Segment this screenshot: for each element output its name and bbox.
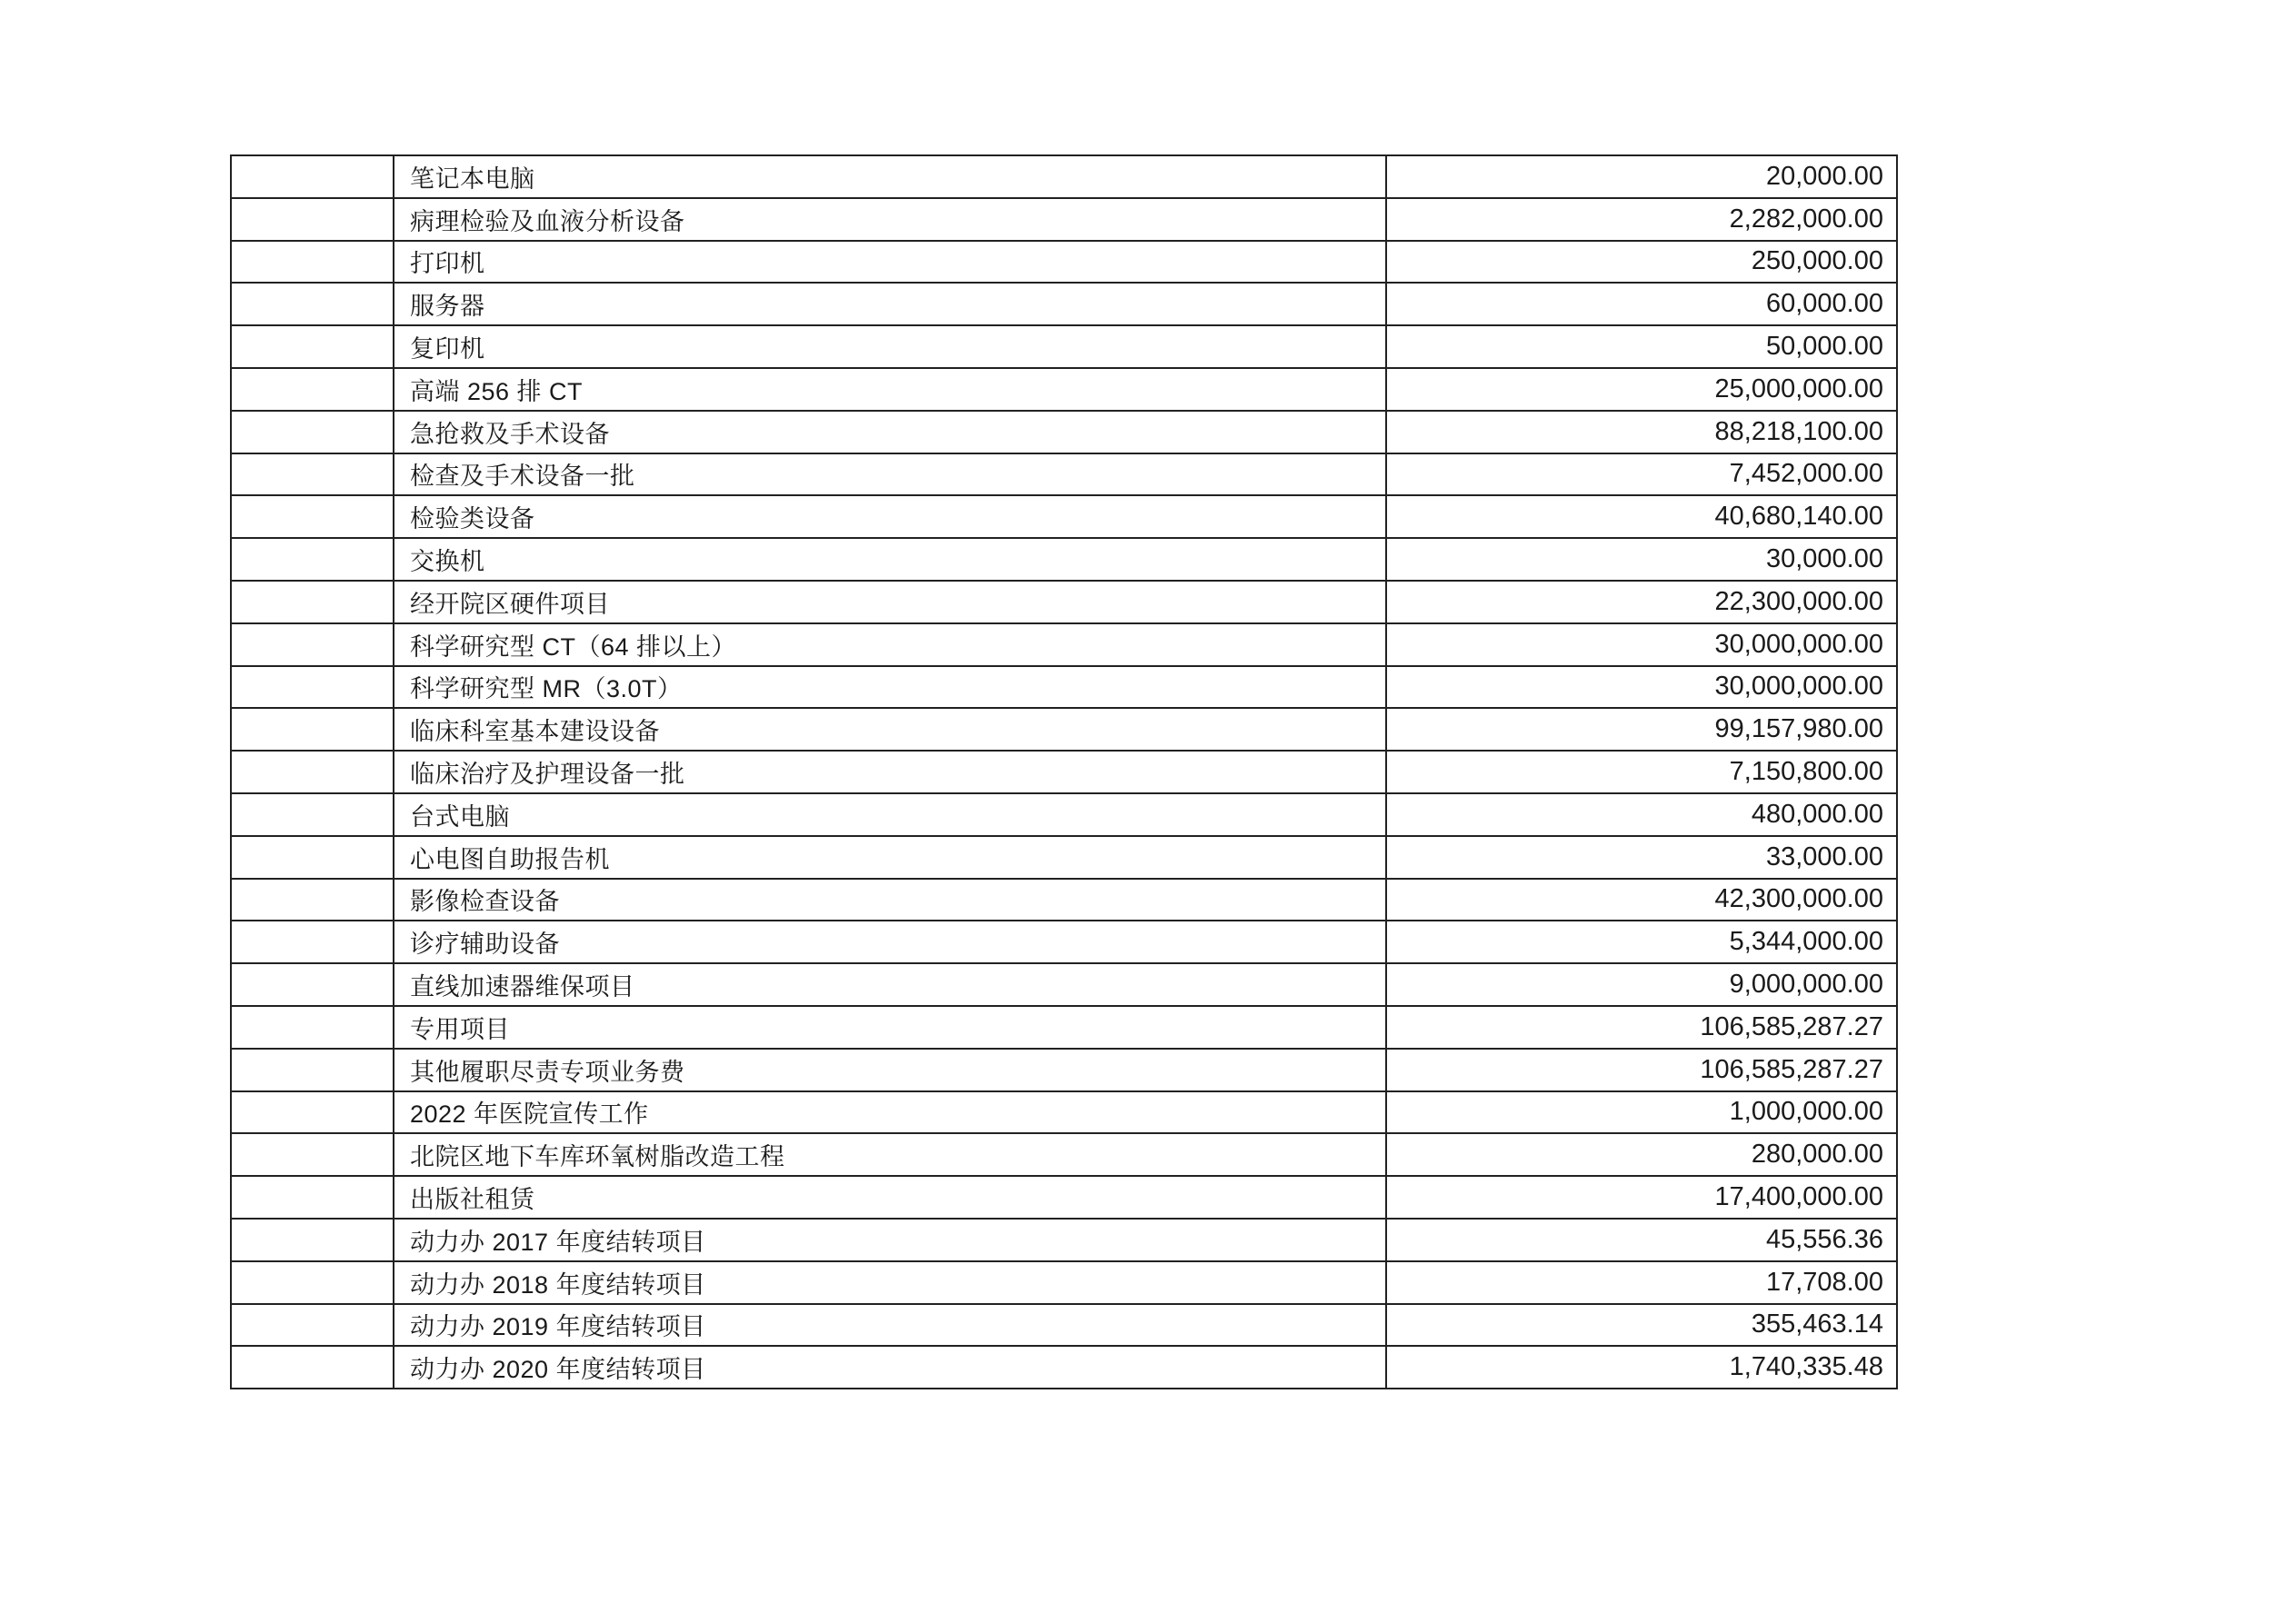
row-blank-cell (231, 666, 394, 709)
row-item-name: 检验类设备 (394, 495, 1386, 538)
row-item-amount: 17,708.00 (1386, 1261, 1897, 1304)
row-item-amount: 30,000,000.00 (1386, 623, 1897, 666)
row-item-amount: 25,000,000.00 (1386, 368, 1897, 411)
row-item-amount: 50,000.00 (1386, 325, 1897, 368)
row-blank-cell (231, 1346, 394, 1389)
row-item-amount: 7,150,800.00 (1386, 751, 1897, 793)
row-item-name: 动力办 2020 年度结转项目 (394, 1346, 1386, 1389)
row-item-name: 检查及手术设备一批 (394, 453, 1386, 496)
row-item-name: 北院区地下车库环氧树脂改造工程 (394, 1133, 1386, 1176)
row-blank-cell (231, 879, 394, 921)
row-blank-cell (231, 1176, 394, 1219)
row-item-name: 科学研究型 MR（3.0T） (394, 666, 1386, 709)
table-row (231, 538, 1897, 581)
row-blank-cell (231, 581, 394, 623)
row-item-name: 心电图自助报告机 (394, 836, 1386, 879)
budget-items-table-body (231, 155, 1897, 1389)
row-blank-cell (231, 198, 394, 241)
row-item-name: 急抢救及手术设备 (394, 411, 1386, 453)
row-item-name: 高端 256 排 CT (394, 368, 1386, 411)
row-item-name: 动力办 2017 年度结转项目 (394, 1219, 1386, 1261)
row-item-amount: 17,400,000.00 (1386, 1176, 1897, 1219)
table-row (231, 325, 1897, 368)
row-blank-cell (231, 495, 394, 538)
table-row (231, 1304, 1897, 1347)
row-blank-cell (231, 1133, 394, 1176)
row-blank-cell (231, 921, 394, 963)
row-item-amount: 40,680,140.00 (1386, 495, 1897, 538)
row-item-amount: 45,556.36 (1386, 1219, 1897, 1261)
row-blank-cell (231, 241, 394, 284)
row-blank-cell (231, 793, 394, 836)
table-row (231, 368, 1897, 411)
table-row (231, 708, 1897, 751)
row-item-name: 科学研究型 CT（64 排以上） (394, 623, 1386, 666)
table-row (231, 1346, 1897, 1389)
row-item-name: 复印机 (394, 325, 1386, 368)
row-blank-cell (231, 708, 394, 751)
row-blank-cell (231, 453, 394, 496)
table-row (231, 1049, 1897, 1091)
row-item-name: 动力办 2018 年度结转项目 (394, 1261, 1386, 1304)
row-blank-cell (231, 836, 394, 879)
row-item-amount: 7,452,000.00 (1386, 453, 1897, 496)
row-item-amount: 99,157,980.00 (1386, 708, 1897, 751)
table-row (231, 793, 1897, 836)
table-row (231, 1091, 1897, 1134)
row-blank-cell (231, 1049, 394, 1091)
row-blank-cell (231, 1006, 394, 1049)
row-blank-cell (231, 155, 394, 198)
row-item-amount: 1,000,000.00 (1386, 1091, 1897, 1134)
row-blank-cell (231, 283, 394, 325)
row-item-amount: 60,000.00 (1386, 283, 1897, 325)
row-item-amount: 42,300,000.00 (1386, 879, 1897, 921)
row-blank-cell (231, 623, 394, 666)
table-row (231, 155, 1897, 198)
row-item-amount: 20,000.00 (1386, 155, 1897, 198)
row-blank-cell (231, 411, 394, 453)
table-row (231, 283, 1897, 325)
row-item-amount: 33,000.00 (1386, 836, 1897, 879)
row-item-name: 影像检查设备 (394, 879, 1386, 921)
row-item-amount: 5,344,000.00 (1386, 921, 1897, 963)
row-blank-cell (231, 368, 394, 411)
budget-items-table (230, 154, 1898, 1389)
row-item-name: 出版社租赁 (394, 1176, 1386, 1219)
row-item-amount: 1,740,335.48 (1386, 1346, 1897, 1389)
table-row (231, 495, 1897, 538)
row-item-amount: 22,300,000.00 (1386, 581, 1897, 623)
table-row (231, 198, 1897, 241)
table-row (231, 623, 1897, 666)
table-row (231, 1261, 1897, 1304)
row-blank-cell (231, 1091, 394, 1134)
row-item-amount: 355,463.14 (1386, 1304, 1897, 1347)
row-blank-cell (231, 751, 394, 793)
table-row (231, 1219, 1897, 1261)
table-row (231, 453, 1897, 496)
table-row (231, 411, 1897, 453)
table-row (231, 581, 1897, 623)
table-row (231, 1176, 1897, 1219)
row-blank-cell (231, 325, 394, 368)
row-blank-cell (231, 538, 394, 581)
row-item-amount: 106,585,287.27 (1386, 1049, 1897, 1091)
table-row (231, 666, 1897, 709)
row-item-name: 经开院区硬件项目 (394, 581, 1386, 623)
row-item-name: 笔记本电脑 (394, 155, 1386, 198)
table-row (231, 836, 1897, 879)
row-item-name: 台式电脑 (394, 793, 1386, 836)
table-row (231, 1133, 1897, 1176)
row-item-amount: 280,000.00 (1386, 1133, 1897, 1176)
row-item-amount: 30,000,000.00 (1386, 666, 1897, 709)
row-blank-cell (231, 1304, 394, 1347)
row-item-name: 打印机 (394, 241, 1386, 284)
row-item-name: 其他履职尽责专项业务费 (394, 1049, 1386, 1091)
row-item-name: 交换机 (394, 538, 1386, 581)
table-row (231, 1006, 1897, 1049)
table-row (231, 879, 1897, 921)
row-item-amount: 9,000,000.00 (1386, 963, 1897, 1006)
table-row (231, 963, 1897, 1006)
row-item-amount: 2,282,000.00 (1386, 198, 1897, 241)
row-blank-cell (231, 963, 394, 1006)
table-row (231, 751, 1897, 793)
row-item-name: 专用项目 (394, 1006, 1386, 1049)
row-item-amount: 480,000.00 (1386, 793, 1897, 836)
row-item-name: 临床治疗及护理设备一批 (394, 751, 1386, 793)
row-item-name: 服务器 (394, 283, 1386, 325)
row-blank-cell (231, 1261, 394, 1304)
row-item-amount: 30,000.00 (1386, 538, 1897, 581)
table-row (231, 921, 1897, 963)
row-item-name: 直线加速器维保项目 (394, 963, 1386, 1006)
table-row (231, 241, 1897, 284)
row-item-name: 2022 年医院宣传工作 (394, 1091, 1386, 1134)
row-item-name: 诊疗辅助设备 (394, 921, 1386, 963)
row-item-name: 动力办 2019 年度结转项目 (394, 1304, 1386, 1347)
row-item-amount: 106,585,287.27 (1386, 1006, 1897, 1049)
row-item-name: 临床科室基本建设设备 (394, 708, 1386, 751)
row-item-name: 病理检验及血液分析设备 (394, 198, 1386, 241)
row-item-amount: 250,000.00 (1386, 241, 1897, 284)
row-blank-cell (231, 1219, 394, 1261)
row-item-amount: 88,218,100.00 (1386, 411, 1897, 453)
